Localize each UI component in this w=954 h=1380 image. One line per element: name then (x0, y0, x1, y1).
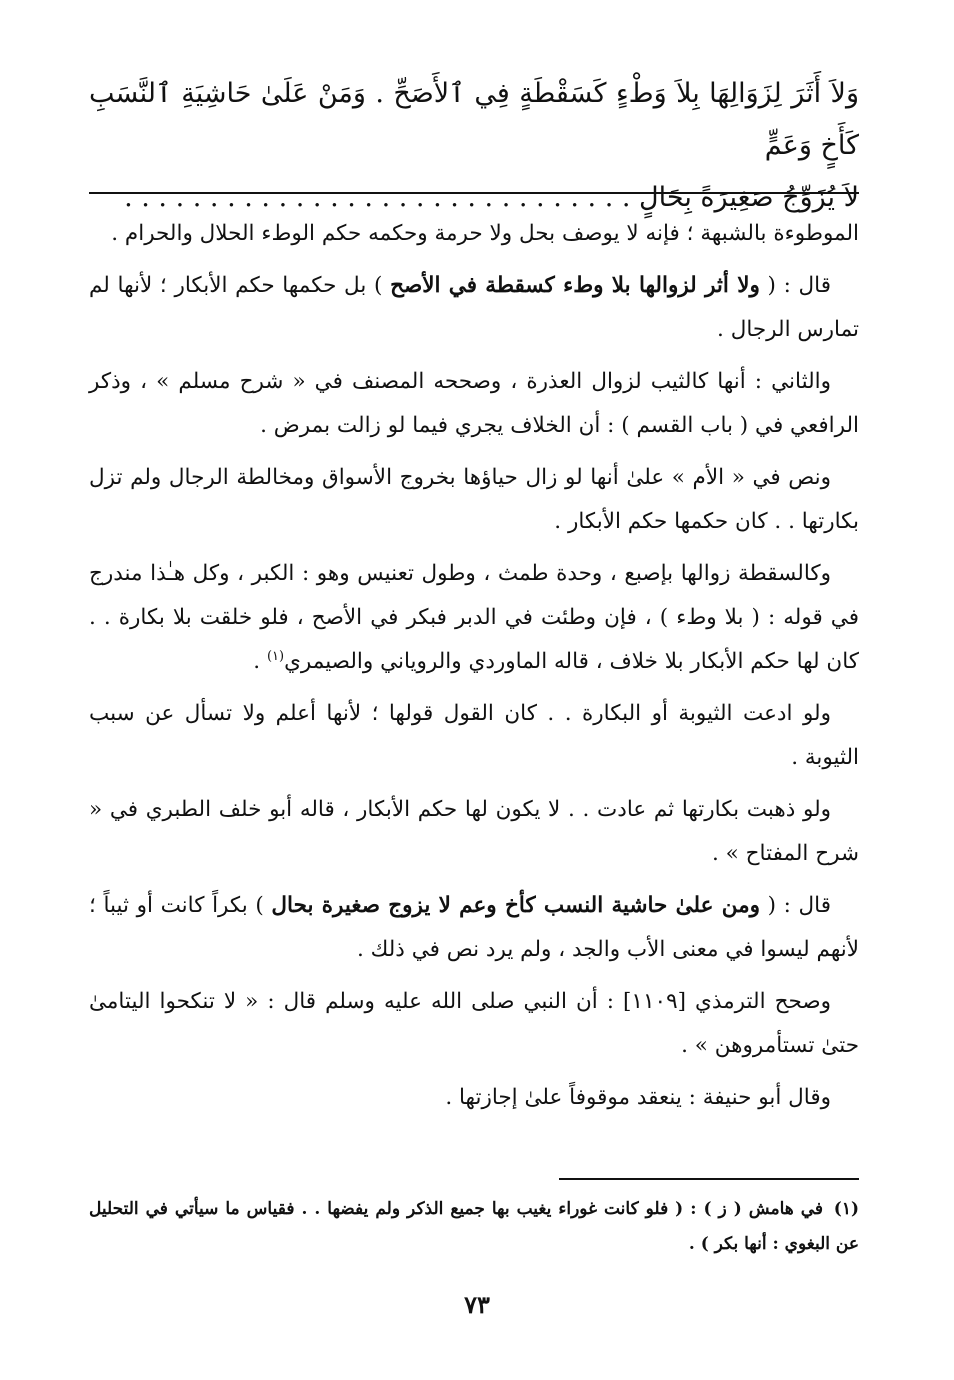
matn-divider (89, 192, 859, 194)
matn-line: لاَ يُزَوِّجُ صَغِيرَةً بِحَالٍ . . . . . . . . . . . . . . . . . . . . . . . . . . . . . . (124, 182, 859, 213)
commentary-paragraph (89, 552, 859, 684)
commentary-paragraph: وقال أبو حنيفة : ينعقد موقوفاً علىٰ إجازتها . (445, 1085, 831, 1110)
commentary-paragraph: ونص في « الأم » علىٰ أنها لو زال حياؤها بخروج الأسواق ومخالطة الرجال ولم تزل بكارتها . . كان حكمها حكم الأبكار . (89, 465, 859, 534)
footnote-divider (559, 1178, 859, 1180)
matn-quote: ومن علىٰ حاشية النسب كأخ وعم لا يزوج صغيرة بحال (271, 893, 761, 918)
commentary-paragraph: ولو ذهبت بكارتها ثم عادت . . لا يكون لها حكم الأبكار ، قاله أبو خلف الطبري في « شرح المفتاح » . (89, 797, 859, 866)
commentary-text (89, 212, 859, 1128)
quote-open: قال : ( (760, 893, 832, 918)
commentary-paragraph: وصحح الترمذي [١١٠٩] : أن النبي صلى الله عليه وسلم قال : « لا تنكحوا اليتامىٰ حتىٰ تستأمروهن » . (89, 989, 859, 1058)
commentary-paragraph: الموطوءة بالشبهة ؛ فإنه لا يوصف بحل ولا حرمة وحكمه حكم الوطء الحلال والحرام . (111, 221, 859, 246)
footnote-text: في هامش ( ز ) : ( فلو كانت غوراء يغيب بها جميع الذكر ولم يفضها . . فقياس ما سيأتي في التحليل عن البغوي : أنها بكر ) . (89, 1199, 859, 1254)
commentary-main: وكالسقطة زوالها بإصبع ، وحدة طمث ، وطول تعنيس وهو : الكبر ، وكل هـٰذا مندرج في قوله : ( بلا وطء ) ، فإن وطئت في الدبر فبكر في الأصح ، فلو خلقت بلا بكارة . . كان لها حكم الأبكار بلا خلاف ، قاله الماوردي والروياني والصيمري (89, 561, 859, 674)
commentary-continuation: ) بكراً كانت أو ثيباً ؛ لأنهم ليسوا في معنى الأب والجد ، ولم يرد نص في ذلك . (89, 893, 859, 962)
footnote-number: (١) (833, 1199, 859, 1219)
commentary-continuation: ) بل حكمها حكم الأبكار ؛ لأنها لم تمارس الرجال . (89, 273, 859, 342)
commentary-paragraph (89, 884, 859, 972)
footnote-reference: (١) (266, 648, 285, 664)
commentary-end: . (253, 649, 267, 674)
commentary-paragraph: ولو ادعت الثيوبة أو البكارة . . كان القول قولها ؛ لأنها أعلم ولا تسأل عن سبب الثيوبة . (89, 701, 859, 770)
footnote (89, 1192, 859, 1262)
commentary-paragraph (89, 264, 859, 352)
matn-line: وَلاَ أَثَرَ لِزَوَالِهَا بِلاَ وَطْءٍ كَسَقْطَةٍ فِي ٱلأَصَحِّ . وَمَنْ عَلَىٰ حَاشِيَةِ ٱلنَّسَبِ كَأَخٍ وَعَمٍّ (89, 78, 859, 161)
matn-text (89, 68, 859, 224)
matn-quote: ولا أثر لزوالها بلا وطء كسقطة في الأصح (390, 273, 760, 298)
quote-open: قال : ( (759, 273, 832, 298)
page-number: ٧٣ (464, 1290, 490, 1319)
commentary-paragraph: والثاني : أنها كالثيب لزوال العذرة ، وصححه المصنف في « شرح مسلم » ، وذكر الرافعي في ( باب القسم ) : أن الخلاف يجري فيما لو زالت بمرض . (89, 369, 859, 438)
